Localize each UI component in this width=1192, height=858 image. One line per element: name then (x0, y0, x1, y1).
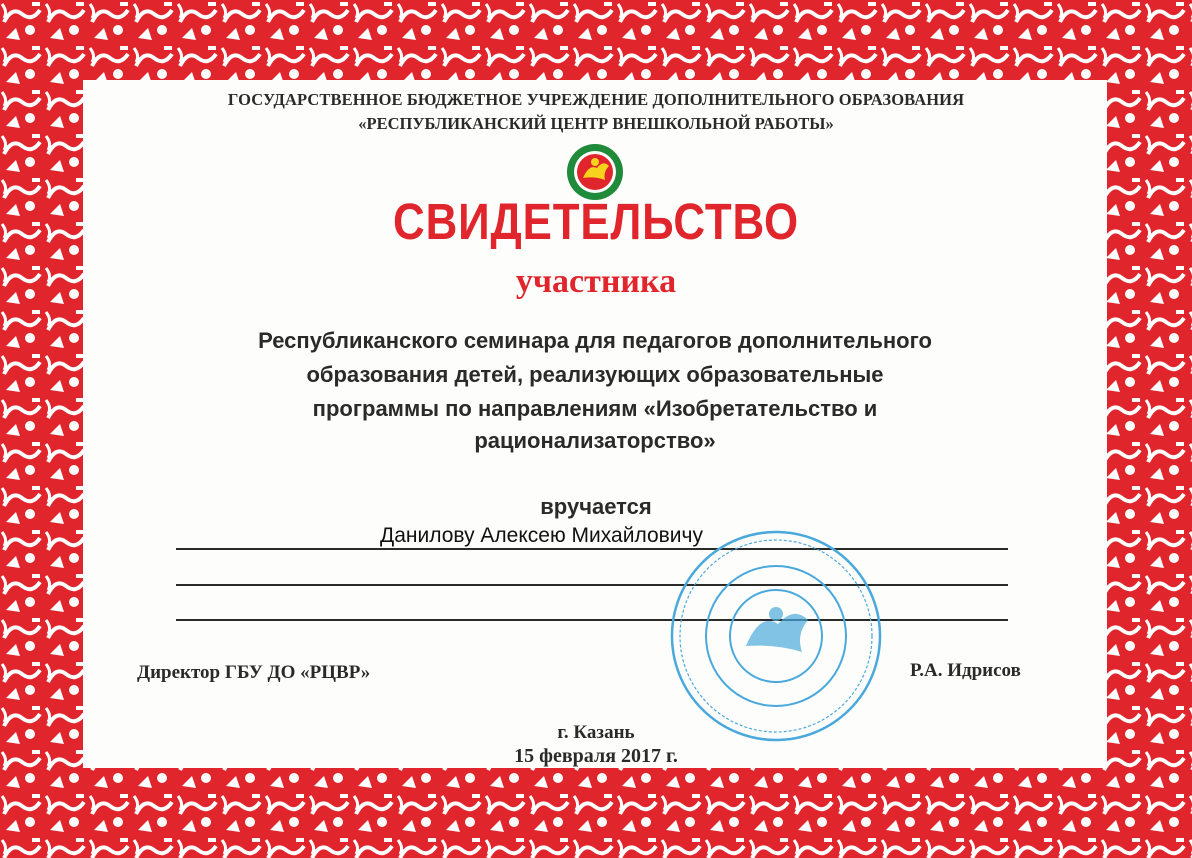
issue-date: 15 февраля 2017 г. (514, 745, 678, 767)
event-description-line-2: образования детей, реализующих образовательные (306, 362, 884, 387)
certificate-subtitle: участника (515, 263, 677, 300)
event-description-line-4: рационализаторство» (474, 428, 716, 453)
city: г. Казань (557, 722, 635, 743)
header-line-1: ГОСУДАРСТВЕННОЕ БЮДЖЕТНОЕ УЧРЕЖДЕНИЕ ДОПОЛНИТЕЛЬНОГО ОБРАЗОВАНИЯ (227, 90, 965, 109)
official-seal-icon (668, 528, 884, 744)
event-description-line-3: программы по направлениям «Изобретательство и (312, 396, 878, 421)
presented-label: вручается (540, 494, 652, 519)
certificate-title: СВИДЕТЕЛЬСТВО (393, 193, 799, 250)
header-line-2: «РЕСПУБЛИКАНСКИЙ ЦЕНТР ВНЕШКОЛЬНОЙ РАБОТЫ» (358, 114, 834, 133)
recipient-name: Данилову Алексею Михайловичу (380, 524, 703, 547)
director-label: Директор ГБУ ДО «РЦВР» (137, 662, 371, 683)
event-description-line-1: Республиканского семинара для педагогов дополнительного (258, 328, 932, 353)
signatory-name: Р.А. Идрисов (910, 660, 1021, 681)
